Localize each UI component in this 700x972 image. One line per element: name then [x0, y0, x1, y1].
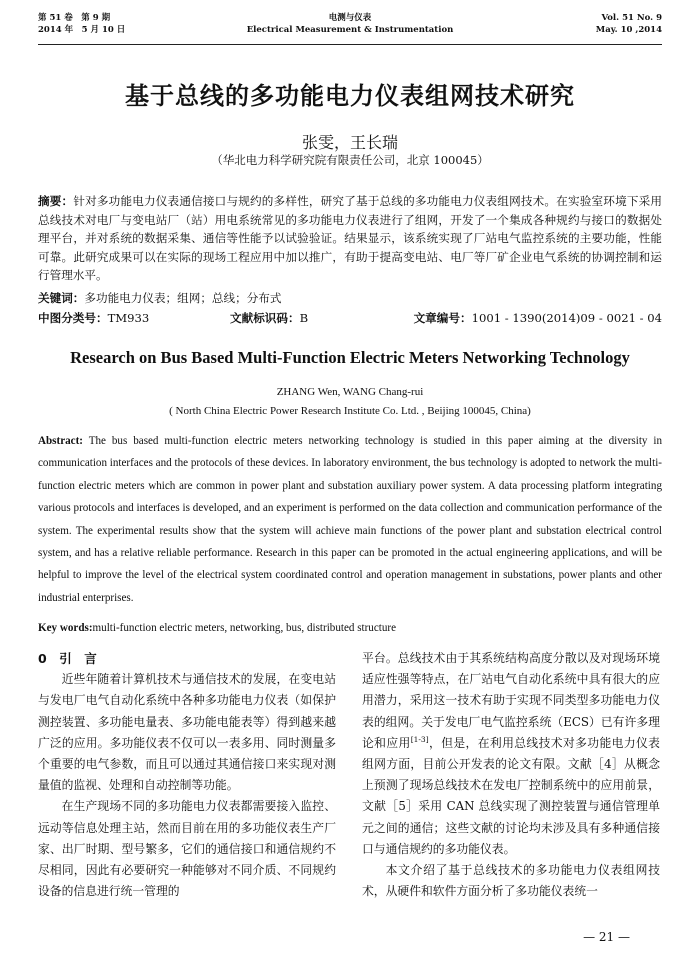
intro-paragraph-1: 近些年随着计算机技术与通信技术的发展，在变电站与发电厂电气自动化系统中各种多功能电力仪表（如保护测控装置、多功能电量表、多功能电能表等）得到越来越广泛的应用。多功能仪表不仅可以一表多用、同时测量多个重要的电气参数，而且可以通过其通信接口来实现对测量值的监视、处理和自动控制等功能。 [38, 672, 336, 793]
page-number: — 21 — [583, 930, 630, 944]
date-en: May. 10 ,2014 [595, 25, 662, 35]
keywords-label-en: Key words: [38, 622, 93, 634]
clc-number: 中图分类号：TM933 [38, 311, 150, 325]
paper-title-zh: 基于总线的多功能电力仪表组网技术研究 [125, 82, 575, 110]
abstract-label-zh: 摘要： [38, 194, 74, 208]
citation-1-3: [1-3] [410, 734, 429, 744]
section-heading-intro: 0 引 言 [38, 651, 97, 666]
document-code: 文献标识码：B [230, 311, 309, 325]
keywords-text-zh: 多功能电力仪表；组网；总线；分布式 [84, 291, 282, 305]
keywords-en [38, 622, 662, 634]
date-zh: 2014 年 5 月 10 日 [38, 25, 126, 35]
header-center [38, 12, 662, 36]
abstract-label-en: Abstract: [38, 435, 83, 447]
paper-title-en: Research on Bus Based Multi-Function Electric Meters Networking Technology [70, 348, 630, 367]
running-header [38, 12, 662, 45]
abstract-zh [38, 192, 662, 285]
volume-issue-zh: 第 51 卷 第 9 期 [38, 13, 111, 23]
authors-en: ZHANG Wen, WANG Chang-rui [276, 386, 424, 398]
keywords-label-zh: 关键词： [38, 291, 85, 305]
affiliation-zh: （华北电力科学研究院有限责任公司，北京 100045） [211, 153, 489, 167]
header-right [596, 12, 662, 36]
abstract-text-zh: 针对多功能电力仪表通信接口与规约的多样性，研究了基于总线的多功能电力仪表组网技术。在实验室环境下采用总线技术对电厂与变电站厂（站）用电系统常见的多功能电力仪表进行了组网，开发了一个集成各种规约与接口的数据处理平台，并对系统的数据采集、通信等性能予以试验验证。结果显示，该系统实现了厂站电气监控系统的主要功能，性能可靠。此研究成果可以在实际的现场工程应用中加以推广，有助于提高变电站、电厂等厂矿企业电气系统的协调控制和运行管理水平。 [38, 194, 662, 283]
authors-zh: 张雯，王长瑞 [301, 133, 398, 152]
volume-en: Vol. 51 No. 9 [601, 13, 662, 23]
body-column-left [38, 648, 336, 902]
keywords-zh [38, 290, 662, 306]
intro-paragraph-4: 本文介绍了基于总线技术的多功能电力仪表组网技术，从硬件和软件方面分析了多功能仪表统一 [362, 863, 660, 899]
article-number: 文章编号：1001 - 1390(2014)09 - 0021 - 04 [413, 311, 662, 325]
body-column-right [362, 648, 660, 902]
intro-paragraph-3: 平台。总线技术由于其系统结构高度分散以及对现场环境适应性强等特点，在厂站电气自动化系统中具有很大的应用潜力，采用这一技术有助于实现不同类型多功能电力仪表的组网。关于发电厂电气监控系统（ECS）已有许多理论和应用[1-3]，但是，在利用总线技术对多功能电力仪表组网方面，目前公开发表的论文有限。文献［4］从概念上预测了现场总线技术在发电厂控制系统中的应用前景，文献［5］采用 CAN 总线实现了测控装置与通信管理单元之间的通信；这些文献的讨论均未涉及具有多种通信接口与通信规约的多功能仪表。 [362, 651, 660, 856]
journal-name-zh: 电测与仪表 [328, 13, 372, 23]
keywords-text-en: multi-function electric meters, networking, bus, distributed structure [92, 622, 397, 634]
affiliation-en: ( North China Electric Power Research Institute Co. Ltd. , Beijing 100045, China) [169, 405, 531, 417]
intro-paragraph-2: 在生产现场不同的多功能电力仪表都需要接入监控、远动等信息处理主站，然而目前在用的多功能仪表生产厂家、出厂时期、型号繁多，它们的通信接口和通信规约不尽相同，因此有必要研究一种能够对不同介质、不同规约设备的信息进行统一管理的 [38, 799, 336, 899]
abstract-en [38, 430, 662, 609]
journal-name-en: Electrical Measurement & Instrumentation [246, 25, 454, 35]
abstract-text-en: The bus based multi-function electric meters networking technology is studied in this paper aiming at the diversity in communication interfaces and the protocols of these devices. In laboratory environment, the bus technology is adopted to network the multi-function electric meters which are common in power plant and substation auxiliary power system. A data processing platform integrating various protocols and interfaces is developed, and an experiment is performed on the data collection and communication performance of the system. The experimental results show that the system will achieve main functions of the power plant and substation electrical control system, and has a relative reliable performance. Research in this paper can be promoted in the actual engineering applications, and will be helpful to improve the level of the electrical system coordinated control and operation management in substations, power plants and other industrial enterprises. [38, 435, 663, 604]
